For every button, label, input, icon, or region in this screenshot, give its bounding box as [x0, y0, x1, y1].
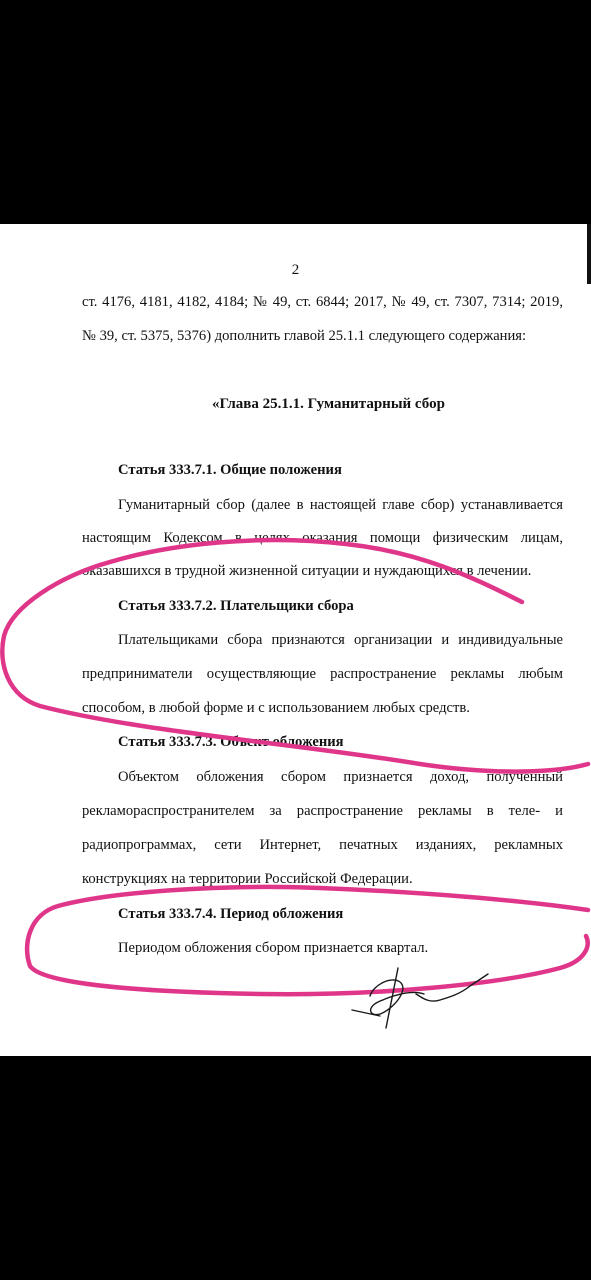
article-1-line-1: Гуманитарный сбор (далее в настоящей главе сбор) устанавливается — [118, 497, 563, 513]
signature-icon — [352, 968, 488, 1028]
article-3-line-2: рекламораспространителем за распространение рекламы в теле- и — [82, 803, 563, 819]
intro-line-2: № 39, ст. 5375, 5376) дополнить главой 25.1.1 следующего содержания: — [82, 328, 527, 344]
article-2-line-3: способом, в любой форме и с использованием любых средств. — [82, 700, 470, 716]
article-3-title: Статья 333.7.3. Объект обложения — [118, 734, 344, 750]
article-1-line-3: оказавшихся в трудной жизненной ситуации и нуждающихся в лечении. — [82, 563, 532, 579]
article-3-line-4: конструкциях на территории Российской Федерации. — [82, 871, 413, 887]
article-1-title: Статья 333.7.1. Общие положения — [118, 462, 342, 478]
article-2-title: Статья 333.7.2. Плательщики сбора — [118, 598, 354, 614]
article-1-line-2: настоящим Кодексом в целях оказания помощи физическим лицам, — [82, 530, 563, 546]
intro-line-1: ст. 4176, 4181, 4182, 4184; № 49, ст. 6844; 2017, № 49, ст. 7307, 7314; 2019, — [82, 294, 563, 310]
document-page — [0, 224, 591, 1056]
article-4-title: Статья 333.7.4. Период обложения — [118, 906, 344, 922]
article-2-line-1: Плательщиками сбора признаются организации и индивидуальные — [118, 632, 563, 648]
article-3-line-1: Объектом обложения сбором признается доход, полученный — [118, 769, 563, 785]
page-number: 2 — [291, 262, 300, 278]
article-3-line-3: радиопрограммах, сети Интернет, печатных изданиях, рекламных — [82, 837, 563, 853]
article-2-line-2: предприниматели осуществляющие распространение рекламы любым — [82, 666, 563, 682]
article-4-line-1: Периодом обложения сбором признается квартал. — [118, 940, 429, 956]
chapter-title: «Глава 25.1.1. Гуманитарный сбор — [212, 396, 445, 412]
